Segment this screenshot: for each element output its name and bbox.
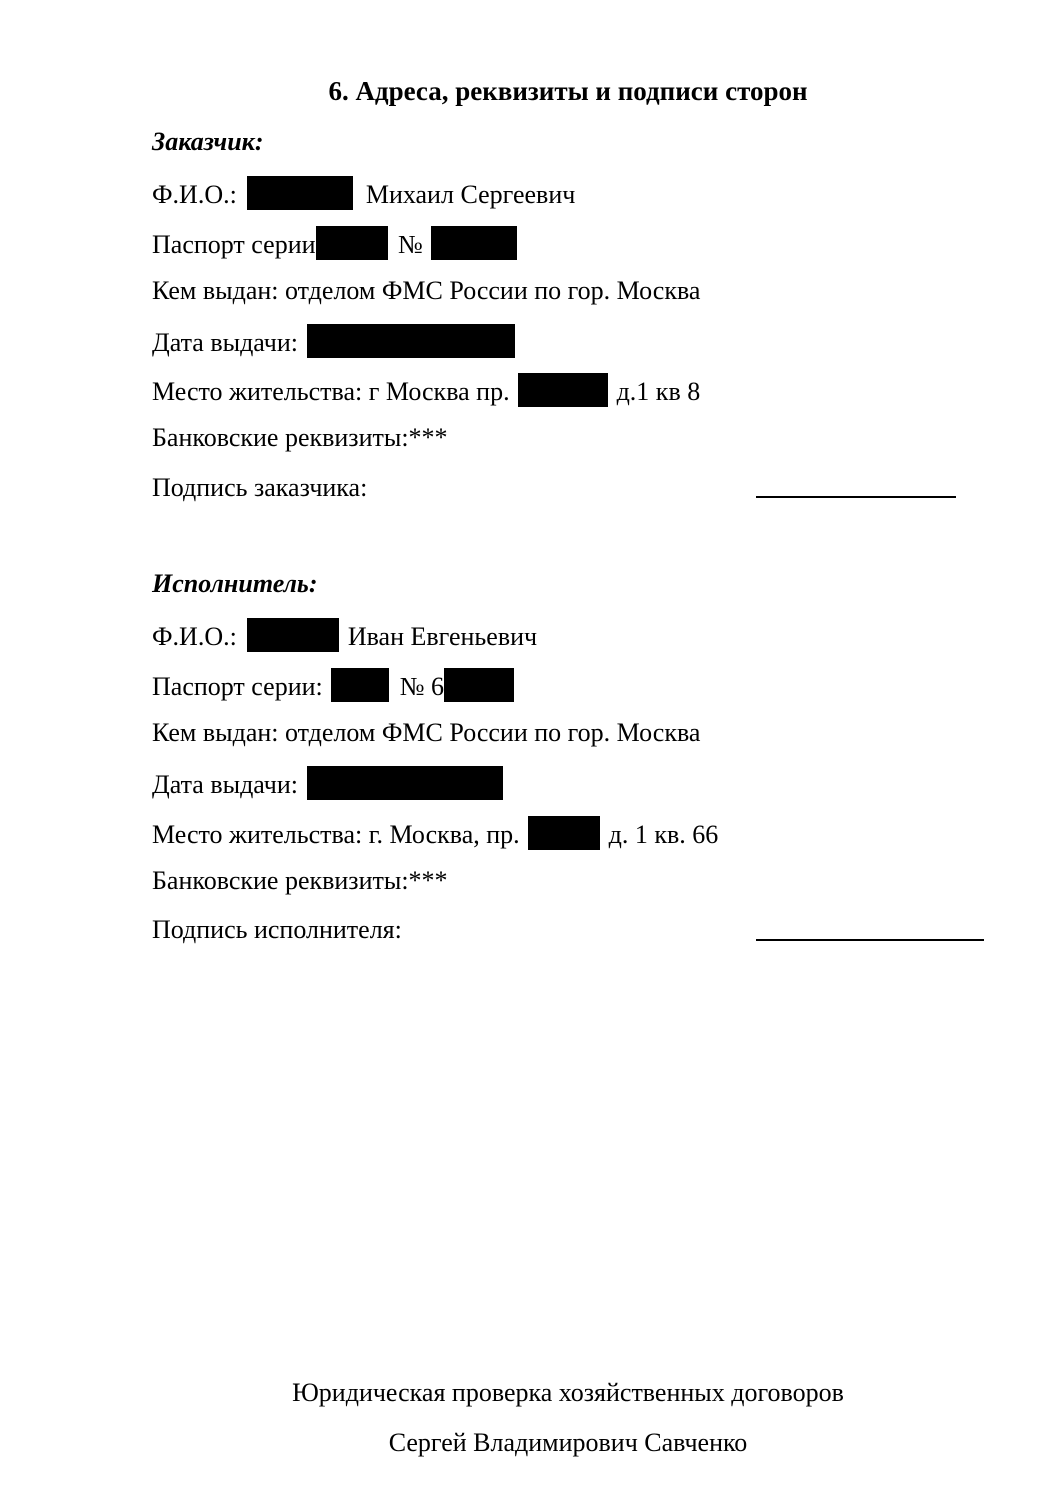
customer-bank-details: Банковские реквизиты:*** xyxy=(152,423,448,452)
contractor-passport-label: Паспорт серии: xyxy=(152,672,323,701)
contractor-residence-suffix: д. 1 кв. 66 xyxy=(608,820,719,849)
contractor-passport-no-sign: № 6 xyxy=(399,672,445,701)
customer-issue-date-redaction xyxy=(307,324,515,358)
customer-fio-name: Михаил Сергеевич xyxy=(365,180,576,209)
contractor-bank-details: Банковские реквизиты:*** xyxy=(152,866,448,895)
contractor-signature-label: Подпись исполнителя: xyxy=(152,915,402,944)
customer-fio-label: Ф.И.О.: xyxy=(152,180,237,209)
customer-party-label: Заказчик: xyxy=(152,127,264,156)
customer-surname-redaction xyxy=(247,176,353,210)
customer-residence-suffix: д.1 кв 8 xyxy=(616,377,701,406)
customer-passport-label: Паспорт серии xyxy=(152,230,316,259)
customer-street-redaction xyxy=(518,373,608,407)
contractor-residence-line xyxy=(152,816,718,848)
customer-signature-line xyxy=(756,496,956,498)
customer-passport-no-sign: № xyxy=(398,230,423,259)
contractor-residence-label: Место жительства: г. Москва, пр. xyxy=(152,820,520,849)
footer-line-2: Сергей Владимирович Савченко xyxy=(388,1428,748,1457)
contractor-street-redaction xyxy=(528,816,600,850)
contractor-issue-date-redaction xyxy=(307,766,503,800)
contractor-issued-by: Кем выдан: отделом ФМС России по гор. Москва xyxy=(152,718,701,747)
contractor-fio-line xyxy=(152,618,537,650)
customer-passport-line xyxy=(152,226,517,258)
contractor-issue-date-line xyxy=(152,766,503,798)
contractor-passport-series-redaction xyxy=(331,668,389,702)
contractor-passport-number-redaction xyxy=(444,668,514,702)
section-heading: 6. Адреса, реквизиты и подписи сторон xyxy=(328,76,808,106)
contractor-party-label: Исполнитель: xyxy=(152,569,318,598)
customer-issued-by: Кем выдан: отделом ФМС России по гор. Москва xyxy=(152,276,701,305)
customer-passport-number-redaction xyxy=(431,226,517,260)
customer-signature-label: Подпись заказчика: xyxy=(152,473,368,502)
contractor-surname-redaction xyxy=(247,618,339,652)
contractor-signature-line xyxy=(756,939,984,941)
contractor-fio-name: Иван Евгеньевич xyxy=(347,622,538,651)
contractor-issue-date-label: Дата выдачи: xyxy=(152,770,299,799)
contractor-fio-label: Ф.И.О.: xyxy=(152,622,237,651)
customer-passport-series-redaction xyxy=(316,226,388,260)
customer-residence-label: Место жительства: г Москва пр. xyxy=(152,377,510,406)
customer-residence-line xyxy=(152,373,700,405)
contractor-passport-line xyxy=(152,668,514,700)
customer-issue-date-line xyxy=(152,324,515,356)
footer-line-1: Юридическая проверка хозяйственных договоров xyxy=(292,1378,844,1407)
customer-issue-date-label: Дата выдачи: xyxy=(152,328,299,357)
customer-fio-line xyxy=(152,176,575,208)
